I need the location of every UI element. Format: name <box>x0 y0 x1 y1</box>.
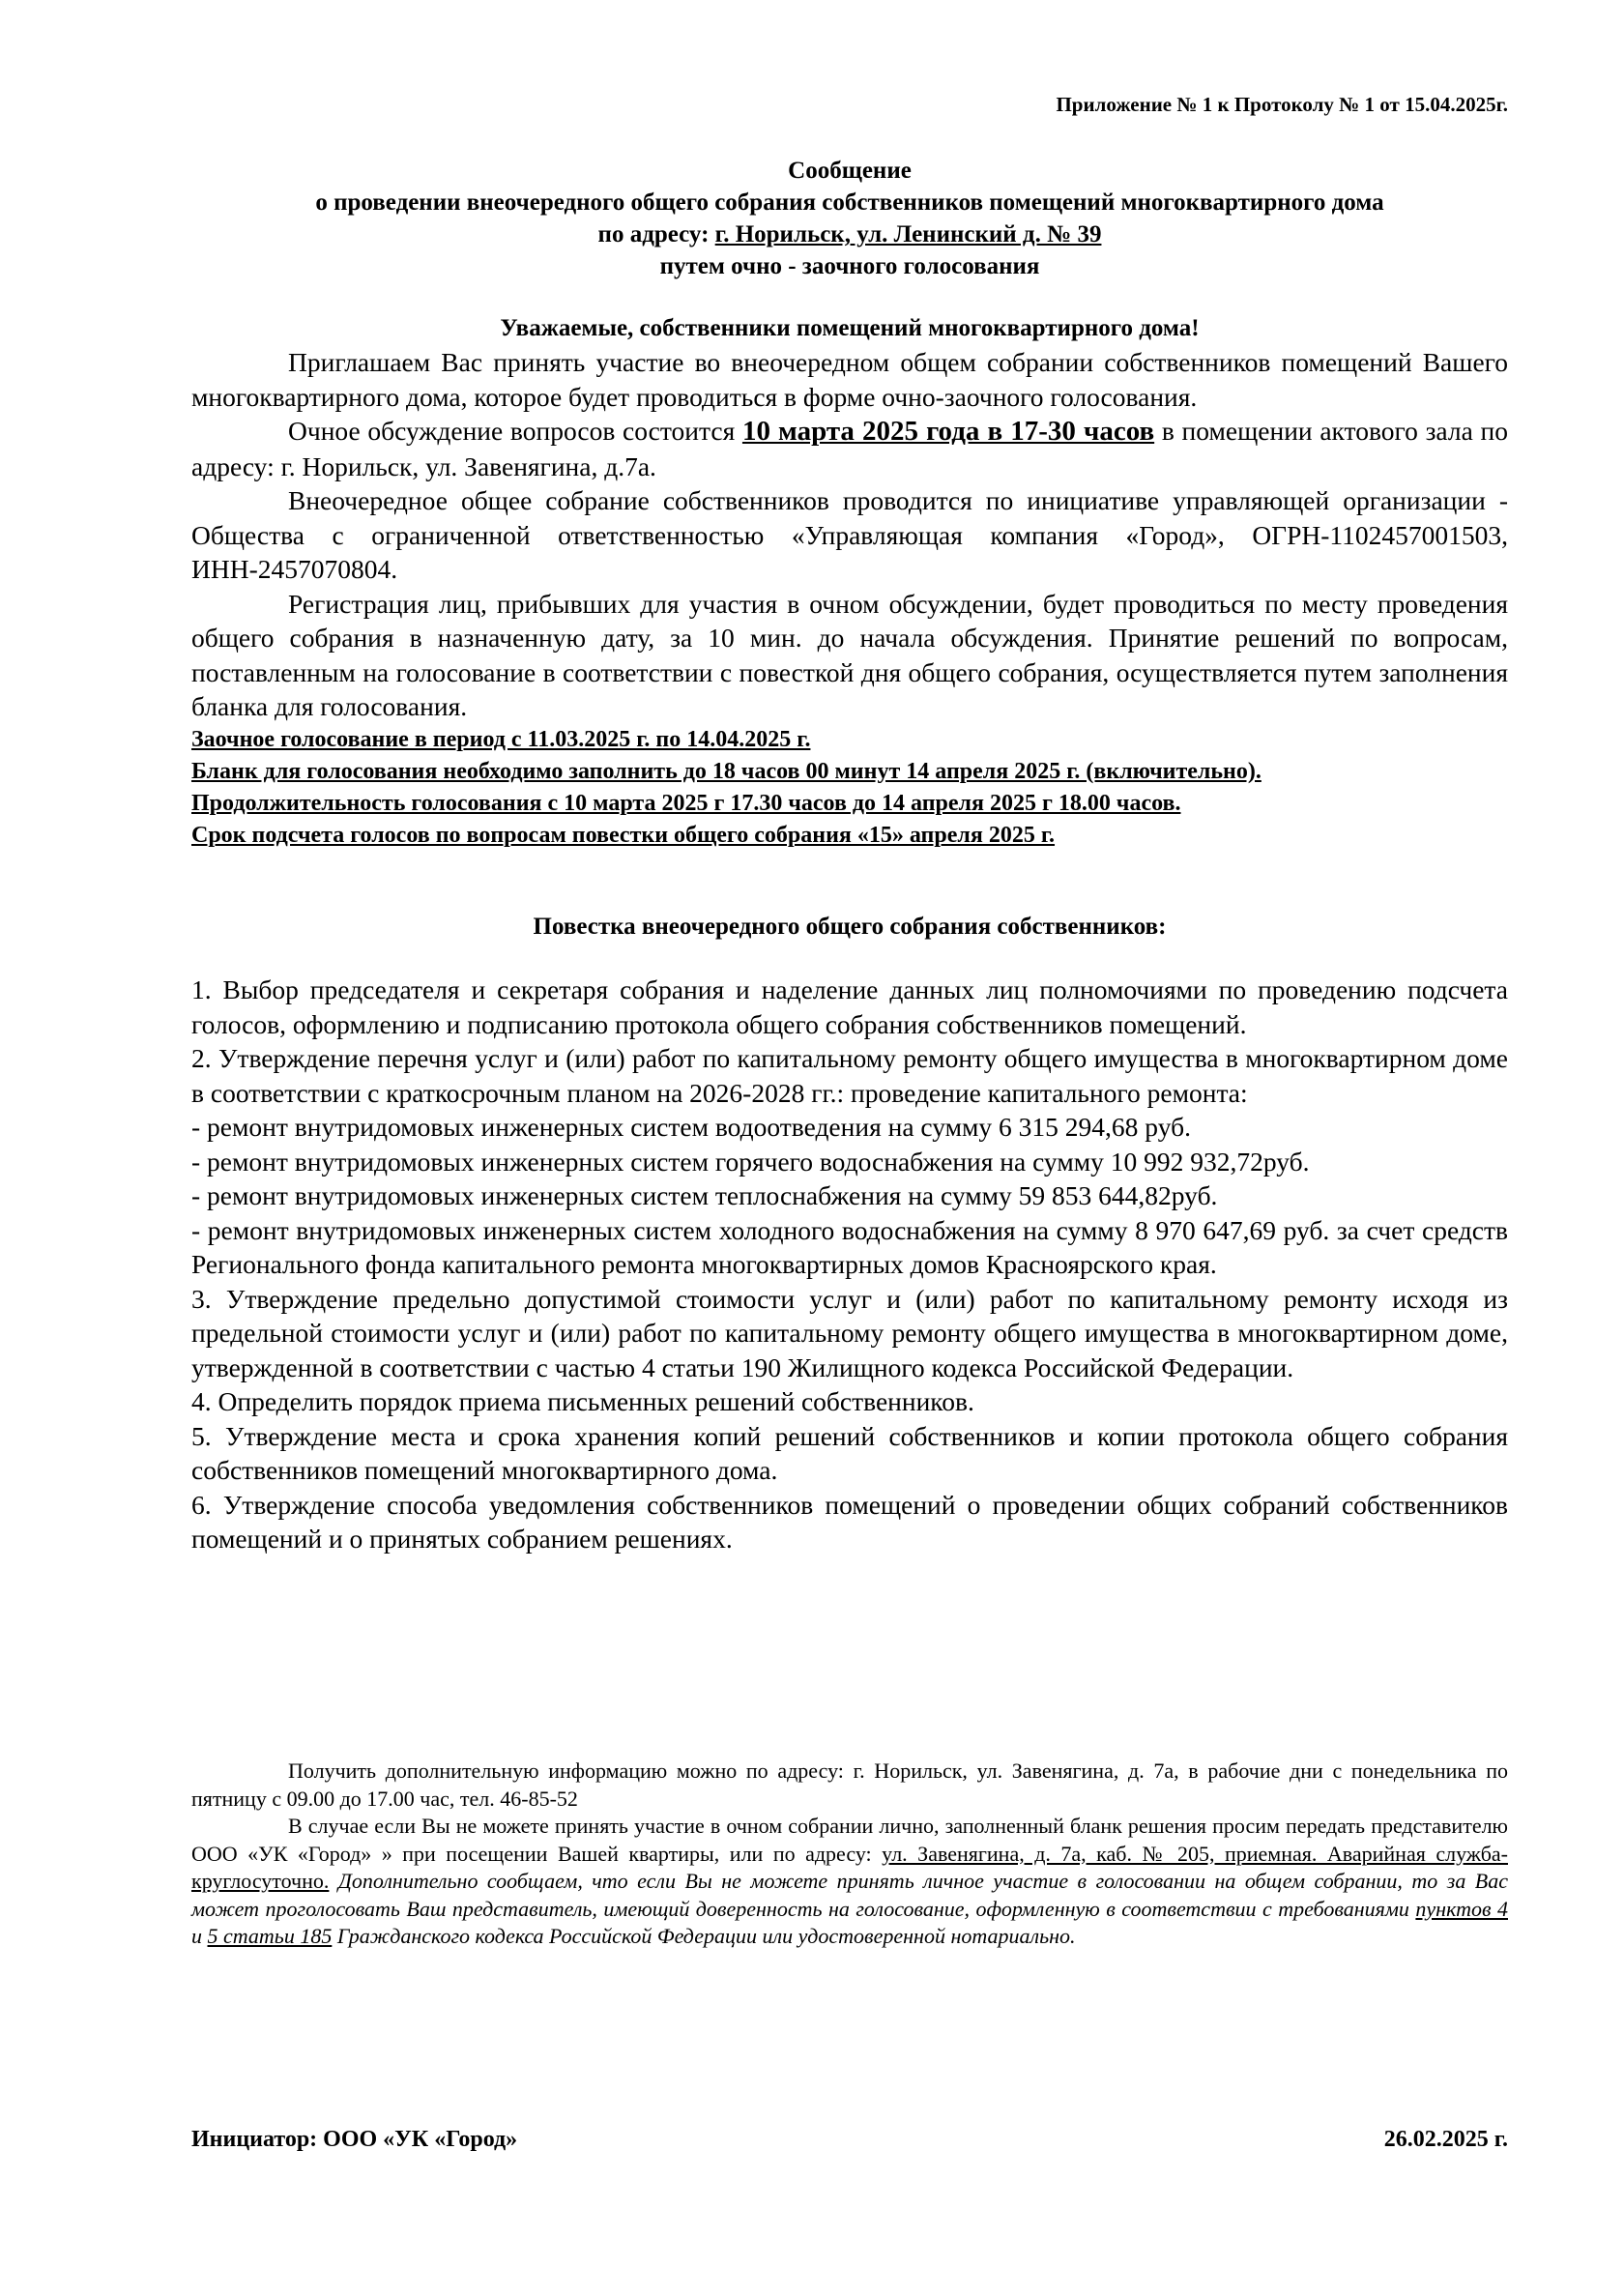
agenda-subitem: - ремонт внутридомовых инженерных систем холодного водоснабжения на сумму 8 970 647,69 руб. за счет средств Регионального фонда капитального ремонта многоквартирных домов Красноярского края. <box>191 1214 1508 1279</box>
proxy-note-and: и <box>191 1924 208 1948</box>
absent-instructions <box>191 1813 1508 1951</box>
paragraph-invitation: Приглашаем Вас принять участие во внеочередном общем собрании собственников помещений Вашего многоквартирного дома, которое будет проводиться в форме очно-заочного голосования. <box>191 347 1508 412</box>
meeting-date: 10 марта 2025 года в 17-30 часов <box>741 416 1155 447</box>
agenda-item: 5. Утверждение места и срока хранения копий решений собственников и копии протокола общего собрания собственников помещений многоквартирного дома. <box>191 1420 1508 1485</box>
meeting-location: в помещении актового зала по адресу: г. Норильск, ул. Завенягина, д.7а. <box>191 416 1508 481</box>
agenda-item: 4. Определить порядок приема письменных решений собственников. <box>191 1386 974 1416</box>
agenda-item: 1. Выбор председателя и секретаря собрания и наделение данных лиц полномочиями по проведению подсчета голосов, оформлению и подписанию протокола общего собрания собственников помещений. <box>191 974 1508 1039</box>
proxy-note: Дополнительно сообщаем, что если Вы не можете принять личное участие в голосовании на общем собрании, то за Вас может проголосовать Ваш представитель, имеющий доверенность на голосование, оформленную в соответствии с требованиями <box>191 1869 1508 1921</box>
law-link-article-185[interactable]: 5 статьи 185 <box>207 1924 333 1948</box>
paragraph-registration: Регистрация лиц, прибывших для участия в очном обсуждении, будет проводиться по месту проведения общего собрания в назначенную дату, за 10 мин. до начала обсуждения. Принятие решений по вопросам, поставленным на голосование в соответствии с повесткой дня общего собрания, осуществляется путем заполнения бланка для голосования. <box>191 588 1508 721</box>
paragraph-initiator: Внеочередное общее собрание собственников проводится по инициативе управляющей организации - Общества с ограниченной ответственностью «Управляющая компания «Город», ОГРН-1102457001503, ИНН-2457070804. <box>191 485 1508 584</box>
law-link-clause-4[interactable]: пунктов 4 <box>1415 1896 1508 1921</box>
form-deadline: Бланк для голосования необходимо заполнить до 18 часов 00 минут 14 апреля 2025 г. (включительно). <box>191 758 1262 784</box>
proxy-note-end: Гражданского кодекса Российской Федерации или удостоверенной нотариально. <box>332 1924 1076 1948</box>
meeting-date-prefix: Очное обсуждение вопросов состоится <box>288 416 742 446</box>
vote-count-date: Срок подсчета голосов по вопросам повестки общего собрания «15» апреля 2025 г. <box>191 822 1056 848</box>
heading-voting-form: путем очно - заочного голосования <box>659 253 1040 279</box>
additional-info <box>191 1758 1508 1951</box>
agenda-item: 6. Утверждение способа уведомления собственников помещений о проведении общих собраний собственников помещений и о принятых собранием решениях. <box>191 1489 1508 1554</box>
initiator-signature: Инициатор: ООО «УК «Город» <box>191 2127 518 2152</box>
document-heading <box>191 155 1508 282</box>
invitation-body <box>191 311 1508 852</box>
voting-duration: Продолжительность голосования с 10 марта 2025 г 17.30 часов до 14 апреля 2025 г 18.00 часов. <box>191 790 1181 816</box>
signature-date: 26.02.2025 г. <box>1383 2127 1508 2152</box>
agenda-subitem: - ремонт внутридомовых инженерных систем горячего водоснабжения на сумму 10 992 932,72руб. <box>191 1146 1310 1177</box>
info-contact: Получить дополнительную информацию можно по адресу: г. Норильск, ул. Завенягина, д. 7а, в рабочие дни с понедельника по пятницу с 09.00 до 17.00 час, тел. 46-85-52 <box>191 1758 1508 1811</box>
agenda-list <box>191 973 1508 1556</box>
heading-address-line <box>191 218 1508 250</box>
greeting: Уважаемые, собственники помещений многоквартирного дома! <box>500 315 1200 341</box>
appendix-note: Приложение № 1 к Протоколу № 1 от 15.04.2025г. <box>1056 93 1508 116</box>
agenda-item: 2. Утверждение перечня услуг и (или) работ по капитальному ремонту общего имущества в многоквартирном доме в соответствии с краткосрочным планом на 2026-2028 гг.: проведение капитального ремонта: <box>191 1043 1508 1108</box>
agenda-subitem: - ремонт внутридомовых инженерных систем водоотведения на сумму 6 315 294,68 руб. <box>191 1112 1191 1142</box>
office-address: ул. Завенягина, д. 7а, каб. № 205, приемная. Аварийная служба- круглосуточно. <box>191 1841 1508 1893</box>
heading-title: Сообщение <box>788 158 912 184</box>
agenda-item: 3. Утверждение предельно допустимой стоимости услуг и (или) работ по капитальному ремонту исходя из предельной стоимости услуг и (или) работ по капитальному ремонту общего имущества в многоквартирном доме, утвержденной в соответствии с частью 4 статьи 190 Жилищного кодекса Российской Федерации. <box>191 1283 1508 1382</box>
heading-address: г. Норильск, ул. Ленинский д. № 39 <box>714 221 1102 247</box>
heading-subject: о проведении внеочередного общего собрания собственников помещений многоквартирного дома <box>315 189 1384 216</box>
voting-period: Заочное голосование в период с 11.03.2025 г. по 14.04.2025 г. <box>191 726 811 752</box>
paragraph-meeting-date <box>191 414 1508 483</box>
agenda-subitem: - ремонт внутридомовых инженерных систем теплоснабжения на сумму 59 853 644,82руб. <box>191 1180 1218 1210</box>
agenda-title: Повестка внеочередного общего собрания собственников: <box>533 914 1167 940</box>
absent-text: В случае если Вы не можете принять участие в очном собрании лично, заполненный бланк решения просим передать представителю ООО «УК «Город» » при посещении Вашей квартиры, или по адресу: <box>191 1814 1508 1866</box>
heading-address-prefix: по адресу: <box>597 221 715 247</box>
